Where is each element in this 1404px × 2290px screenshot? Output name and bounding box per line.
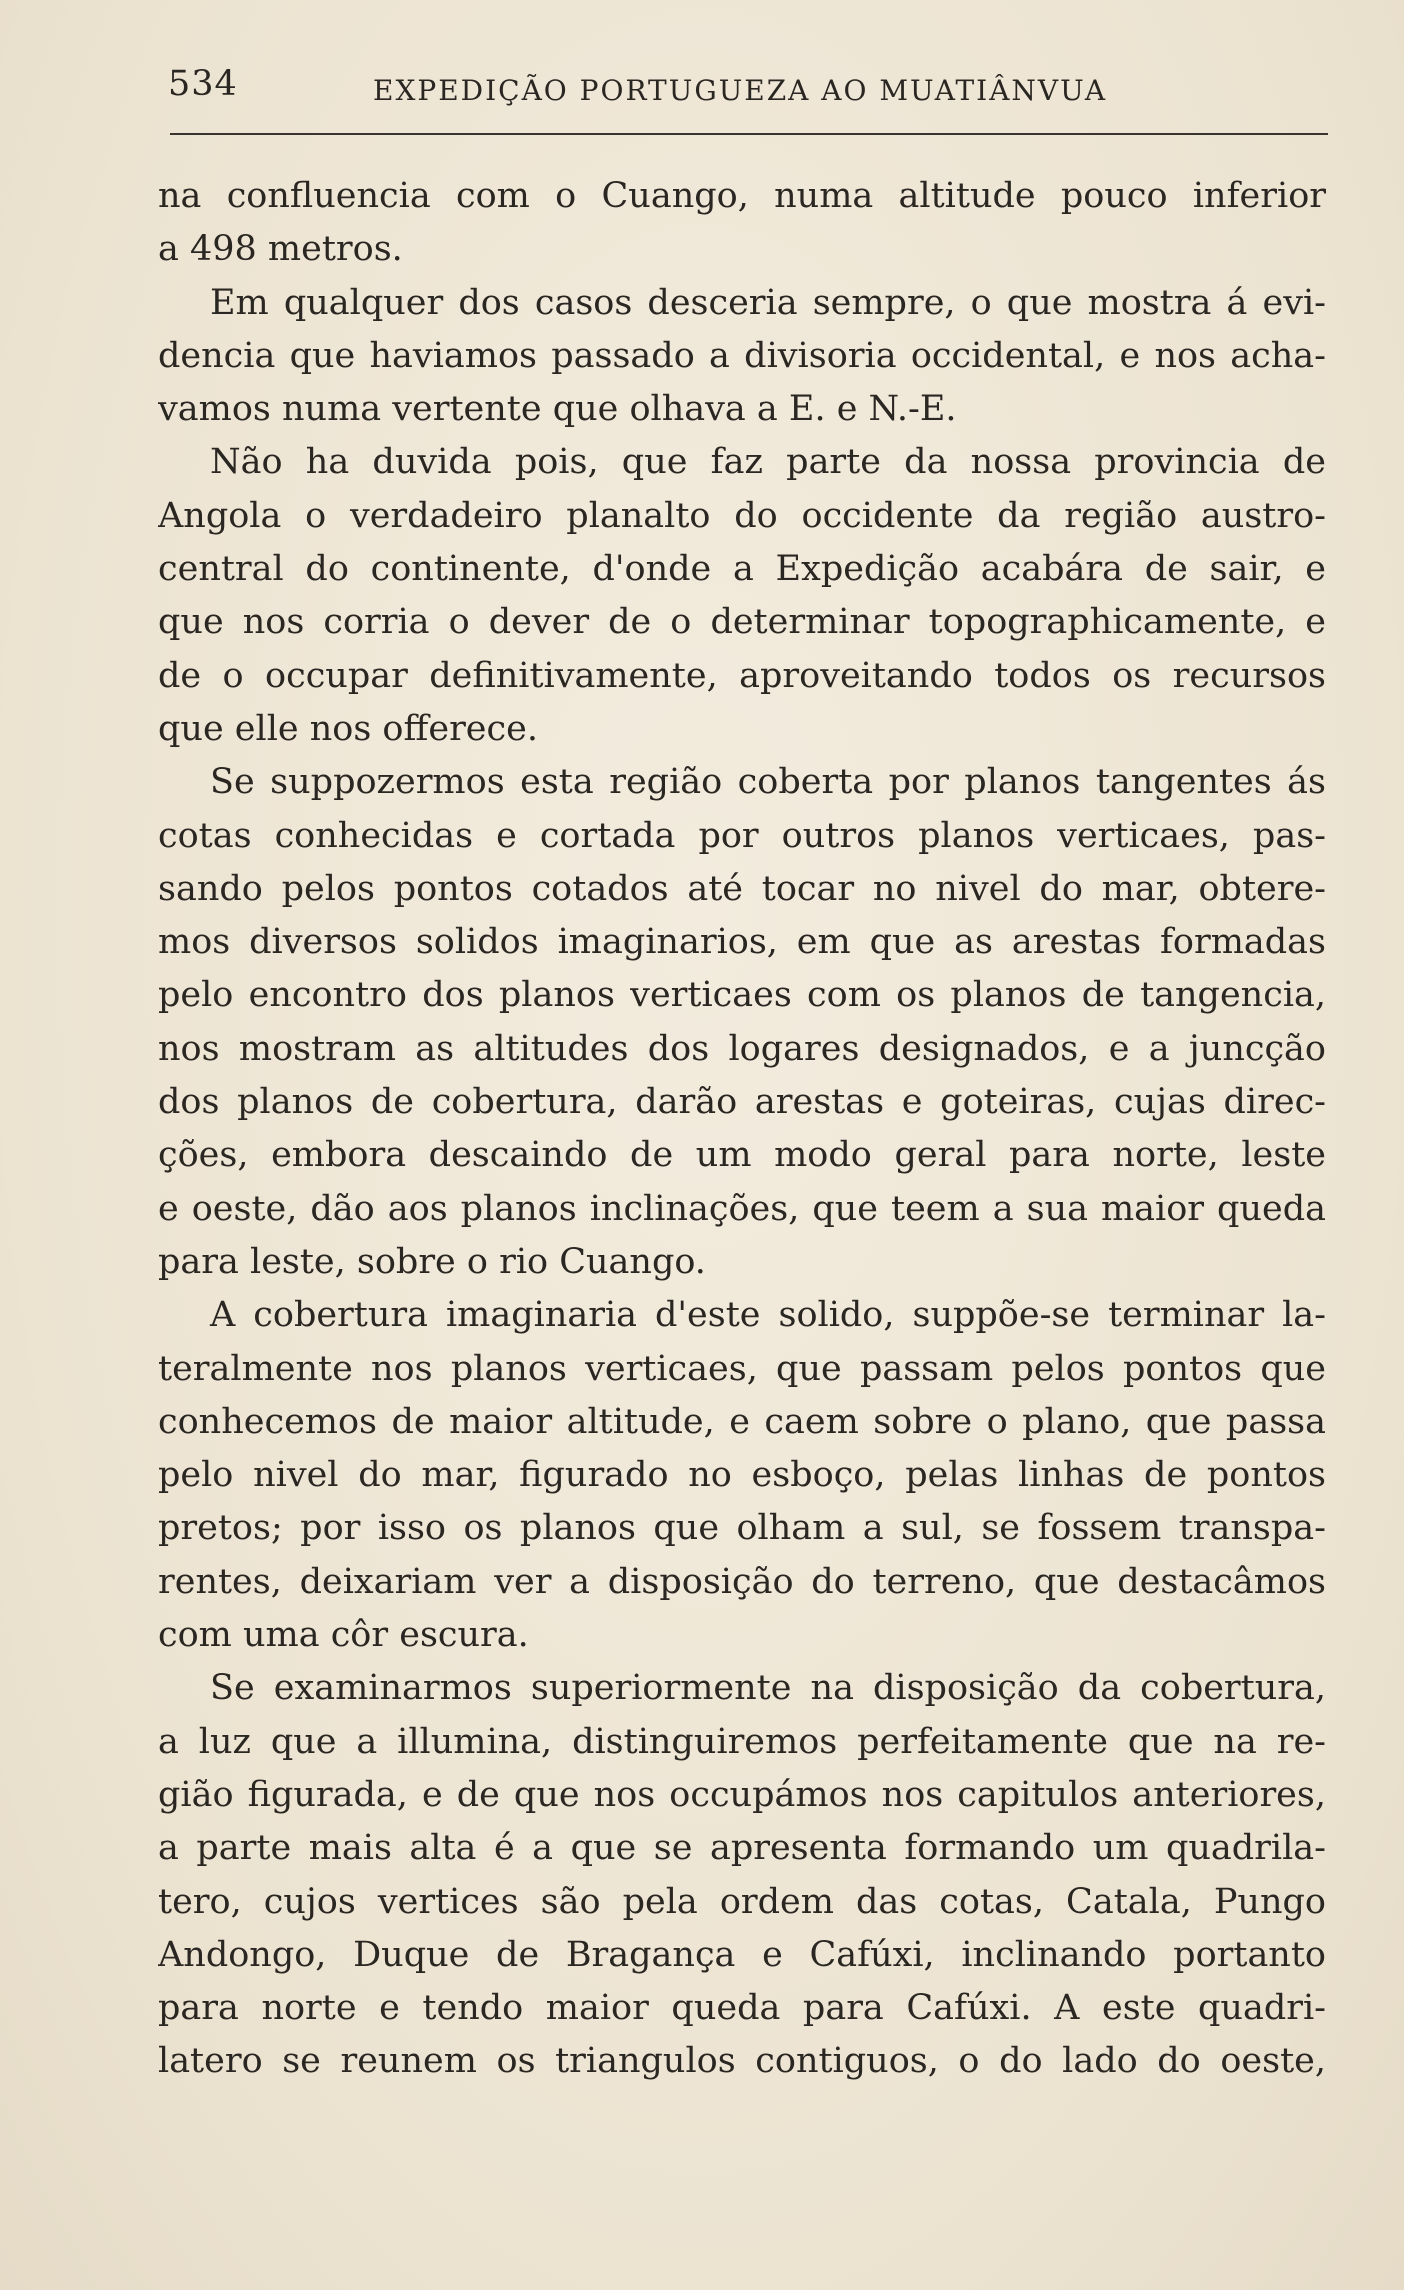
text-line: Não ha duvida pois, que faz parte da nossa provincia de: [210, 442, 1326, 483]
text-line: na confluencia com o Cuango, numa altitude pouco inferior: [158, 176, 1326, 216]
text-line: cotas conhecidas e cortada por outros planos verticaes, pas-: [158, 815, 1326, 856]
page-number: 534: [168, 64, 238, 104]
text-line: pelo nivel do mar, figurado no esboço, pelas linhas de pontos: [158, 1455, 1326, 1496]
text-line: teralmente nos planos verticaes, que passam pelos pontos que: [158, 1348, 1326, 1389]
body-text: [158, 170, 1326, 2089]
paragraph: [158, 436, 1326, 756]
text-line: central do continente, d'onde a Expedição acabára de sair, e: [158, 549, 1326, 590]
text-line: a parte mais alta é a que se apresenta formando um quadrila-: [158, 1828, 1326, 1869]
text-line: a luz que a illumina, distinguiremos perfeitamente que na re-: [158, 1721, 1326, 1762]
text-line: Andongo, Duque de Bragança e Cafúxi, inclinando portanto: [158, 1934, 1326, 1975]
text-line: dos planos de cobertura, darão arestas e goteiras, cujas direc-: [158, 1082, 1326, 1123]
paragraph: [158, 170, 1326, 277]
text-line: mos diversos solidos imaginarios, em que as arestas formadas: [158, 922, 1326, 963]
text-line: e oeste, dão aos planos inclinações, que teem a sua maior queda: [158, 1188, 1326, 1229]
text-line: para norte e tendo maior queda para Cafúxi. A este quadri-: [158, 1988, 1326, 2029]
text-line: pelo encontro dos planos verticaes com os planos de tangencia,: [158, 975, 1326, 1016]
text-line: rentes, deixariam ver a disposição do terreno, que destacâmos: [158, 1561, 1326, 1602]
text-line: A cobertura imaginaria d'este solido, suppõe-se terminar la-: [210, 1295, 1326, 1336]
text-line: para leste, sobre o rio Cuango.: [158, 1241, 706, 1282]
text-line: latero se reunem os triangulos contiguos, o do lado do oeste,: [158, 2041, 1326, 2082]
text-line: que nos corria o dever de o determinar topographicamente, e: [158, 602, 1326, 643]
header-rule: [170, 133, 1328, 135]
text-line: gião figurada, e de que nos occupámos nos capitulos anteriores,: [158, 1774, 1326, 1815]
text-line: com uma côr escura.: [158, 1615, 529, 1656]
text-line: a 498 metros.: [158, 229, 403, 270]
text-line: Se examinarmos superiormente na disposição da cobertura,: [210, 1668, 1326, 1709]
text-line: ções, embora descaindo de um modo geral para norte, leste: [158, 1135, 1326, 1176]
paragraph: [158, 277, 1326, 437]
running-title: EXPEDIÇÃO PORTUGUEZA AO MUATIÂNVUA: [373, 74, 1108, 107]
text-line: Angola o verdadeiro planalto do occidente da região austro-: [158, 495, 1326, 536]
text-line: que elle nos offerece.: [158, 708, 538, 749]
text-line: Se suppozermos esta região coberta por planos tangentes ás: [210, 762, 1326, 803]
text-line: conhecemos de maior altitude, e caem sobre o plano, que passa: [158, 1401, 1326, 1442]
paragraph: [158, 756, 1326, 1289]
paragraph: [158, 1289, 1326, 1662]
text-line: pretos; por isso os planos que olham a sul, se fossem transpa-: [158, 1508, 1326, 1549]
text-line: tero, cujos vertices são pela ordem das cotas, Catala, Pungo: [158, 1881, 1326, 1922]
text-line: dencia que haviamos passado a divisoria occidental, e nos acha-: [158, 335, 1326, 376]
text-line: Em qualquer dos casos desceria sempre, o que mostra á evi-: [210, 282, 1326, 323]
paragraph: [158, 1662, 1326, 2088]
text-line: sando pelos pontos cotados até tocar no nivel do mar, obtere-: [158, 868, 1326, 909]
text-line: vamos numa vertente que olhava a E. e N.-E.: [158, 389, 957, 430]
text-line: de o occupar definitivamente, aproveitando todos os recursos: [158, 655, 1326, 696]
page-header: [168, 58, 1328, 118]
text-line: nos mostram as altitudes dos logares designados, e a juncção: [158, 1028, 1326, 1069]
